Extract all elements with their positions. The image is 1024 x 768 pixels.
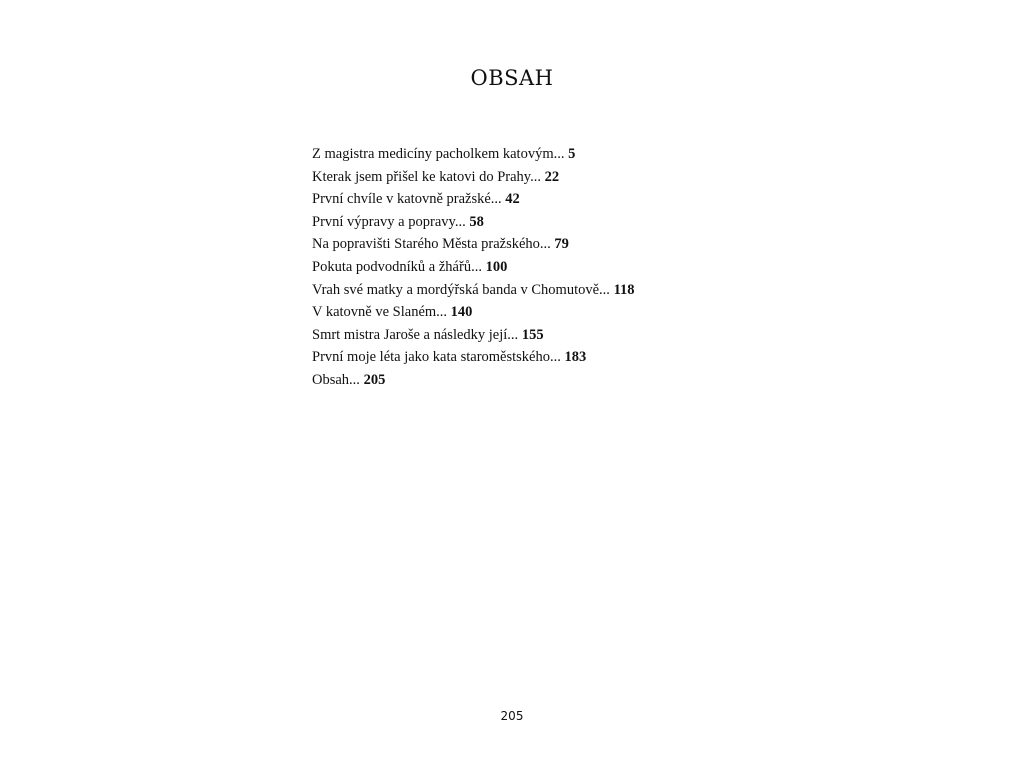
toc-entry-page: 42 (505, 191, 520, 208)
toc-entry-text: Na popravišti Starého Města pražského... (312, 236, 551, 253)
toc-entry-text: Vrah své matky a mordýřská banda v Chomutově... (312, 281, 610, 298)
toc-entry-page: 22 (544, 168, 560, 185)
toc-entry (312, 188, 635, 211)
toc-entry-page: 183 (564, 349, 587, 366)
toc-entry (312, 211, 635, 234)
toc-entry-text: První moje léta jako kata staroměstského... (312, 349, 561, 366)
toc-entry-text: Z magistra medicíny pacholkem katovým... (312, 146, 565, 162)
toc-entry (312, 256, 635, 279)
toc-entry (312, 233, 635, 256)
toc-entry-text: Obsah... (312, 371, 360, 388)
toc-entry (312, 301, 635, 324)
toc-entry-page: 79 (554, 236, 569, 253)
page-number: 205 (500, 709, 524, 723)
toc-entry (312, 324, 635, 347)
toc-entry-page: 5 (568, 146, 576, 162)
toc-entry-page: 140 (450, 304, 473, 321)
toc-entry-page: 118 (613, 281, 635, 298)
toc-entry-text: První výpravy a popravy... (312, 213, 466, 230)
toc-entry-page: 58 (469, 213, 484, 230)
toc-entry-text: Smrt mistra Jaroše a následky její... (312, 326, 519, 343)
toc-entry (312, 279, 635, 302)
toc-entry (312, 369, 635, 392)
toc-entry-text: První chvíle v katovně pražské... (312, 191, 502, 208)
toc-entry (312, 143, 635, 166)
table-of-contents (312, 143, 635, 392)
toc-entry-text: Pokuta podvodníků a žhářů... (312, 258, 482, 275)
toc-entry-page: 155 (521, 326, 544, 343)
toc-entry (312, 346, 635, 369)
toc-entry-text: V katovně ve Slaném... (312, 304, 448, 321)
toc-entry-page: 100 (485, 258, 508, 275)
toc-entry-text: Kterak jsem přišel ke katovi do Prahy... (312, 168, 541, 185)
page-title: OBSAH (470, 66, 554, 90)
toc-entry-page: 205 (363, 371, 386, 388)
toc-entry (312, 166, 635, 189)
